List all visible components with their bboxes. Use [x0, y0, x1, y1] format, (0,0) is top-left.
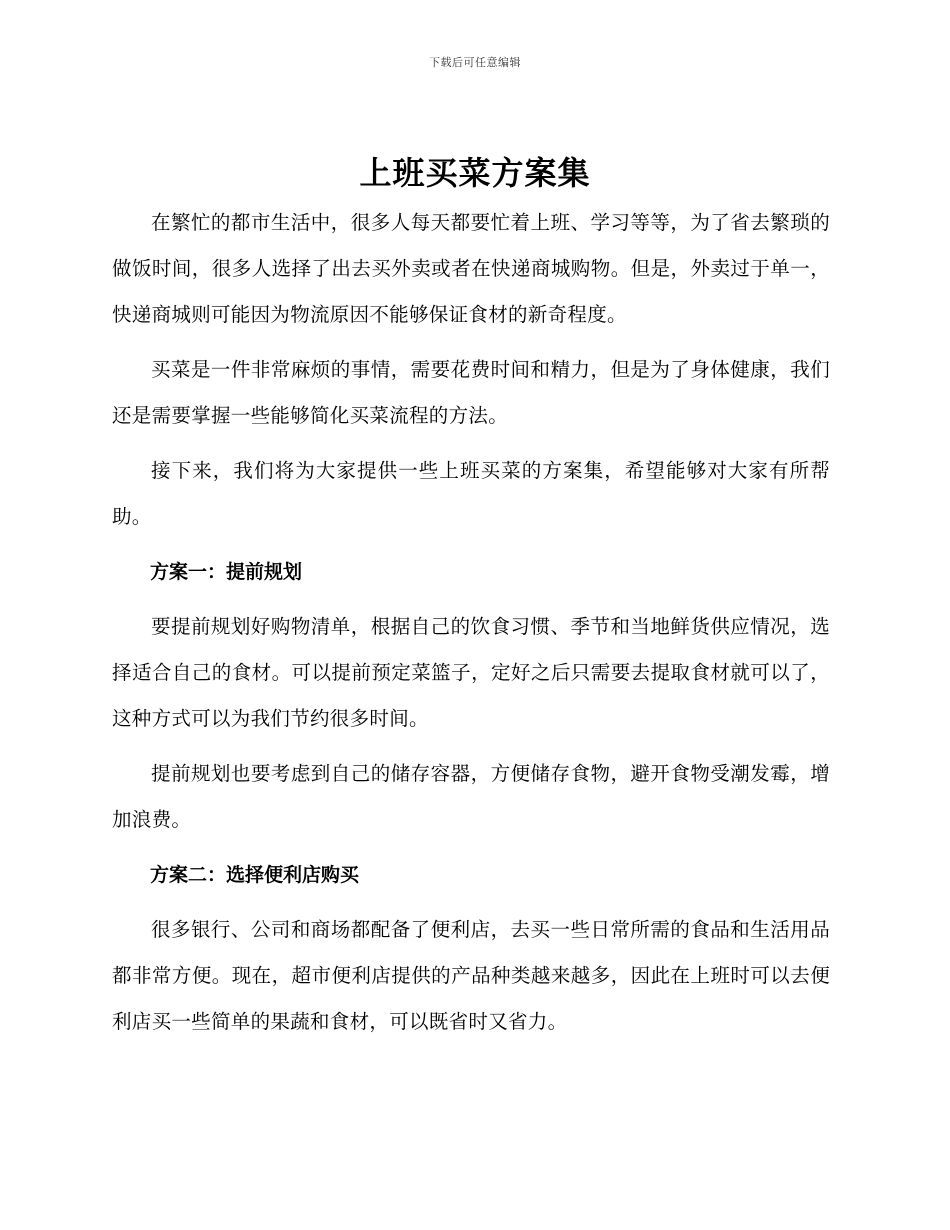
header-note: 下载后可任意编辑 — [429, 56, 521, 69]
plan-2-heading: 方案二：选择便利店购买 — [150, 864, 360, 886]
plan-2-paragraph-1: 很多银行、公司和商场都配备了便利店，去买一些日常所需的食品和生活用品都非常方便。现在，超市便利店提供的产品种类越来越多，因此在上班时可以去便利店买一些简单的果蔬和食材，可以既省时又省力。 — [112, 918, 830, 1033]
plan-1-paragraph-1: 要提前规划好购物清单，根据自己的饮食习惯、季节和当地鲜货供应情况，选择适合自己的食材。可以提前预定菜篮子，定好之后只需要去提取食材就可以了，这种方式可以为我们节约很多时间。 — [112, 615, 830, 730]
document-body — [112, 200, 830, 1054]
intro-paragraph-3: 接下来，我们将为大家提供一些上班买菜的方案集，希望能够对大家有所帮助。 — [112, 459, 830, 528]
intro-paragraph-2: 买菜是一件非常麻烦的事情，需要花费时间和精力，但是为了身体健康，我们还是需要掌握一些能够简化买菜流程的方法。 — [112, 358, 830, 427]
document-title: 上班买菜方案集 — [359, 154, 591, 192]
plan-1-paragraph-2: 提前规划也要考虑到自己的储存容器，方便储存食物，避开食物受潮发霉，增加浪费。 — [112, 762, 830, 831]
intro-paragraph-1: 在繁忙的都市生活中，很多人每天都要忙着上班、学习等等，为了省去繁琐的做饭时间，很多人选择了出去买外卖或者在快递商城购物。但是，外卖过于单一，快递商城则可能因为物流原因不能够保证食材的新奇程度。 — [112, 211, 830, 326]
plan-1-heading: 方案一：提前规划 — [150, 561, 303, 583]
